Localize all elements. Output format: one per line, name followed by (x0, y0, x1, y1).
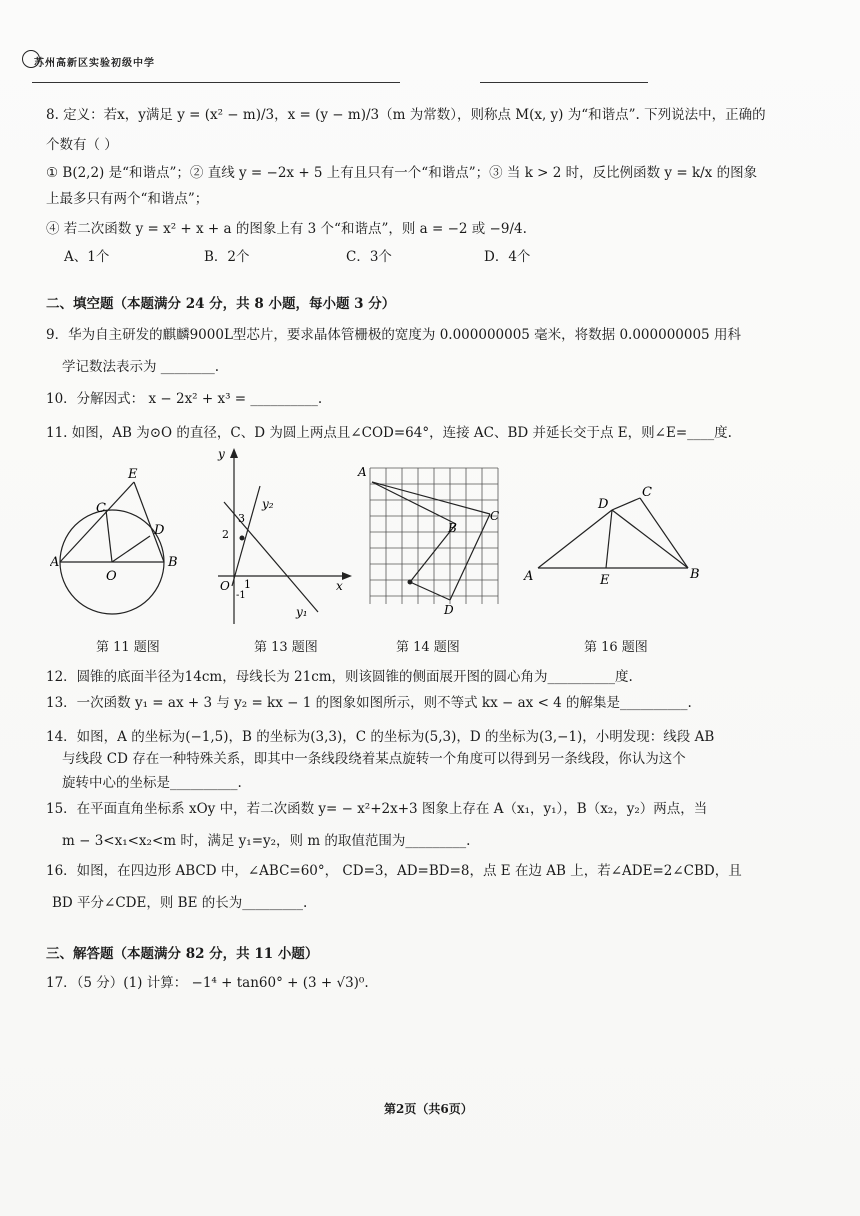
q14-line1: 14．如图，A 的坐标为(−1,5)，B 的坐标为(3,3)，C 的坐标为(5,3)，D 的坐标为(3,−1)，小明发现：线段 AB (46, 729, 715, 745)
figure-13 (198, 446, 358, 626)
label-o: O (106, 569, 117, 584)
section-2-title: 二、填空题（本题满分 24 分，共 8 小题，每小题 3 分） (46, 296, 396, 312)
label-b: B (448, 521, 457, 535)
segment-dc (612, 498, 640, 510)
label-b: B (168, 555, 178, 570)
q8-option-b: B．2个 (204, 249, 250, 265)
q8-line5: ④ 若二次函数 y = x² + x + a 的图象上有 3 个“和谐点”，则 a = −2 或 −9/4. (46, 221, 527, 237)
q14-line2: 与线段 CD 存在一种特殊关系，即其中一条线段绕着某点旋转一个角度可以得到另一条线段，你认为这个 (62, 751, 686, 767)
segment-rot (410, 582, 450, 600)
tick-3: 3 (238, 512, 245, 525)
label-d: D (444, 603, 454, 617)
tick-1: 1 (244, 578, 251, 591)
label-e: E (600, 573, 610, 588)
line-od (112, 536, 150, 562)
header-rule-right (480, 82, 648, 83)
caption-fig14: 第 14 题图 (396, 640, 460, 655)
label-e: E (128, 467, 138, 482)
intersection-point (240, 536, 245, 541)
tick-2: 2 (222, 528, 229, 541)
segment-ac (372, 482, 490, 514)
q14-line3: 旋转中心的坐标是__________. (62, 775, 242, 791)
line-be (134, 482, 164, 562)
label-origin: O (220, 579, 230, 593)
q8-option-c: C．3个 (346, 249, 392, 265)
section-3-title: 三、解答题（本题满分 82 分，共 11 小题） (46, 946, 319, 962)
q10: 10．分解因式： x − 2x² + x³ = __________. (46, 391, 323, 407)
q17: 17．（5 分）(1) 计算： −1⁴ + tan60° + (3 + √3)⁰. (46, 975, 369, 991)
line-y2 (232, 486, 260, 586)
grid (370, 468, 498, 604)
x-axis-arrow-icon (342, 572, 352, 580)
caption-fig11: 第 11 题图 (96, 640, 160, 655)
segment-de (606, 510, 612, 568)
label-x: x (336, 579, 343, 593)
caption-fig16: 第 16 题图 (584, 640, 648, 655)
segment-ad (538, 510, 612, 568)
label-a: A (358, 465, 367, 479)
label-a: A (524, 569, 534, 584)
y-axis-arrow-icon (230, 448, 238, 458)
label-d: D (598, 497, 609, 512)
q8-line4: 上最多只有两个“和谐点”； (46, 191, 209, 207)
caption-fig13: 第 13 题图 (254, 640, 318, 655)
segment-ab (372, 482, 456, 524)
segment-cb (640, 498, 688, 568)
line-oc (106, 510, 112, 562)
tick-minus1: -1 (236, 590, 246, 601)
q13: 13．一次函数 y₁ = ax + 3 与 y₂ = kx − 1 的图象如图所示，则不等式 kx − ax < 4 的解集是__________. (46, 695, 692, 711)
rotation-center-point (408, 580, 413, 585)
q16-line2: BD 平分∠CDE，则 BE 的长为_________. (52, 895, 308, 911)
q15-line1: 15．在平面直角坐标系 xOy 中，若二次函数 y= − x²+2x+3 图象上存在 A（x₁，y₁），B（x₂，y₂）两点，当 (46, 801, 708, 817)
q16-line1: 16．如图，在四边形 ABCD 中，∠ABC=60°， CD=3，AD=BD=8，点 E 在边 AB 上，若∠ADE=2∠CBD，且 (46, 863, 742, 879)
label-c: C (642, 485, 652, 500)
q12: 12．圆锥的底面半径为14cm，母线长为 21cm，则该圆锥的侧面展开图的圆心角为__________度. (46, 669, 633, 685)
q8-option-a: A、1个 (64, 249, 110, 265)
q8-line2: 个数有（ ） (46, 137, 118, 153)
line-ae (60, 482, 134, 562)
q8-line1: 8. 定义：若x，y满足 y = (x² − m)/3，x = (y − m)/3（m 为常数），则称点 M(x, y) 为“和谐点”. 下列说法中，正确的 (46, 107, 766, 123)
q9-line2: 学记数法表示为 ________. (62, 359, 220, 375)
q8-line3: ① B(2,2) 是“和谐点”；② 直线 y = −2x + 5 上有且只有一个“和谐点”；③ 当 k > 2 时，反比例函数 y = k/x 的图象 (46, 165, 758, 181)
label-c: C (96, 501, 106, 516)
school-name: 苏州高新区实验初级中学 (34, 58, 155, 69)
label-y1: y₁ (296, 605, 308, 619)
header-rule-left (32, 82, 400, 83)
q8-option-d: D．4个 (484, 249, 531, 265)
figure-11 (50, 458, 185, 628)
q11: 11. 如图，AB 为⊙O 的直径，C、D 为圆上两点且∠COD=64°，连接 AC、BD 并延长交于点 E，则∠E=____度. (46, 425, 732, 441)
page-number: 第2页（共6页） (384, 1102, 473, 1116)
label-y2: y₂ (262, 497, 274, 511)
label-a: A (50, 555, 60, 570)
figure-16 (520, 480, 710, 590)
label-d: D (154, 523, 165, 538)
segment-bd (612, 510, 688, 568)
label-c: C (490, 509, 500, 523)
figure-14 (356, 460, 506, 620)
q15-line2: m − 3<x₁<x₂<m 时，满足 y₁=y₂，则 m 的取值范围为_________. (62, 833, 471, 849)
label-b: B (690, 567, 700, 582)
label-y: y (218, 447, 225, 461)
q9-line1: 9．华为自主研发的麒麟9000L型芯片，要求晶体管栅极的宽度为 0.000000005 毫米，将数据 0.000000005 用科 (46, 327, 741, 343)
